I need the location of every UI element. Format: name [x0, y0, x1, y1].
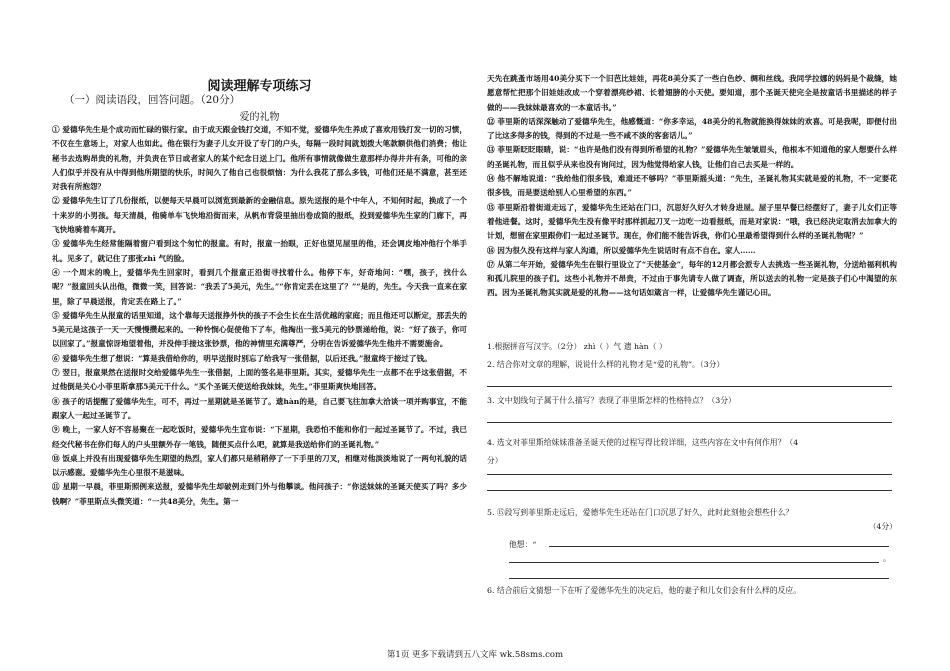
answer-line[interactable] — [509, 562, 879, 563]
paragraph-9: ⑨ 晚上，一家人好不容易聚在一起吃饭时，爱德华先生宣布说：“下星期，我恐怕不能和你们一起过圣诞节了。不过，我已经交代秘书在你们每人的户头里额外存一笔钱，随便买点什么吧，就算是我送给你们的圣诞礼物。” — [52, 425, 467, 449]
paragraph-15: ⑮ 菲里斯沿着街道走远了，爱德华先生还站在门口，沉思好久好久才转身进屋。屋子里早餐已经摆好了，妻子儿女们正等着他进餐。这时，爱德华先生没有像平时那样抓起刀叉一边吃一边看报纸，而是对家说：“哦，我已经决定取消去加拿大的计划，想留在家里跟你们一起过圣诞节。现在，你们能不能告诉我，你们心里最希望得到什么样的圣诞礼物呢？” — [487, 202, 897, 241]
question-3: 3. 文中划线句子属于什么描写？表现了菲里斯怎样的性格特点？（3分） — [487, 396, 736, 405]
question-4-score: 分） — [487, 456, 503, 465]
paragraph-7: ⑦ 翌日，报童果然在送报时交给爱德华先生一张借据，上面的签名是菲里斯。其实，爱德华先生一点都不在乎这张借据，不过他倒是关心小菲里斯拿那5美元干什么。“买个圣诞天使送给我妹妹，先生。”菲里斯爽快地回答。 — [52, 368, 467, 392]
doc-title: 阅读理解专项练习 — [207, 79, 312, 94]
question-5: 5. ⑮段写到菲里斯走远后，爱德华先生还站在门口沉思了好久，此时此刻他会想些什么？ — [487, 508, 794, 517]
question-1: 1.根据拼音写汉字。（2分） zhì（ ）气 遗 hàn（ ） — [487, 342, 667, 351]
question-5-end: 。 — [883, 554, 891, 563]
paragraph-10: ⑩ 饭桌上并没有出现爱德华先生期望的热烈，家人们都只是稍稍停了一下手里的刀叉，相继对他淡淡地说了一两句礼貌的话以示感谢。爱德华先生心里很不是滋味。 — [52, 453, 467, 478]
passage-right — [487, 72, 897, 301]
question-4: 4. 选文对菲里斯给妹妹准备圣诞天使的过程写得比较详细，这些内容在文中有何作用？（4 — [487, 438, 799, 447]
paragraph-11: ⑪ 星期一早晨，菲里斯照例来送报，爱德华先生却破例走到门外与他攀谈。他问孩子：“你送妹妹的圣诞天使买了吗？多少钱啊？”菲里斯点头微笑道：“一共48美分，先生。第一 — [52, 482, 467, 506]
answer-line[interactable] — [487, 490, 892, 491]
paragraph-1: ① 爱德华先生是个成功而忙碌的银行家。由于成天跟金钱打交道，不知不觉，爱德华先生养成了喜欢用钱打发一切的习惯，不仅在生意场上，对家人也如此。他在银行为妻子儿女开设了专门的户头，每隔一段时间就划拨大笔款额供他们消费；他让秘书去选购昂贵的礼物，并负责在节日或者家人的某个纪念日送上门。他所有事情就像做生意那样办得井井有条，可他的亲人们似乎并没有从中得到他所期望的快乐，时间久了他自己也很烦恼：为什么我花了那么多钱，可他们还是不满意，甚至还对我有所抱怨？ — [52, 125, 467, 192]
paragraph-12: ⑫ 菲里斯的话深深触动了爱德华先生，他感慨道：“你多幸运，48美分的礼物就能换得妹妹的欢喜。可是我呢，即便付出了比这多得多的钱，得到的不过是一些不咸不淡的客套话儿。” — [487, 116, 897, 141]
question-5-score: （4分） — [868, 522, 897, 531]
answer-line[interactable] — [487, 474, 892, 475]
paragraph-4: ④ 一个周末的晚上，爱德华先生回家时，看到几个报童正沿街寻找着什么。他停下车，好奇地问：“嘿，孩子，找什么呢？”报童回头认出他，微微一笑，回答说：“我丢了5美元，先生。”“你肯定丢在这里了？”“是的，先生。今天我一直来在家里，除了早晨送报，肯定丢在路上了。” — [52, 267, 467, 306]
paragraph-2: ② 爱德华先生订了几份报纸，以便每天早晨可以浏览到最新的金融信息。原先送报的是个中年人，不知何时起，换成了一个十来岁的小男孩。每天清晨，他骑单车飞快地沿街而来，从帆布背袋里抽出卷成筒的报纸，投到爱德华先生家的门廊下，再飞快地骑着车离开。 — [52, 196, 467, 235]
answer-line[interactable] — [509, 578, 889, 579]
paragraph-3: ③ 爱德华先生经常能隔着窗户看到这个匆忙的报童。有时，报童一抬眼，正好也望见屋里的他，还会调皮地冲他行个举手礼。见多了，就记住了那张zhì 气的脸。 — [52, 239, 467, 263]
paragraph-5: ⑤ 爱德华先生从报童的话里知道，这个靠每天送报挣外快的孩子不会生长在生活优越的家庭；而且他还可以断定，那丢失的5美元是这孩子一天一天慢慢攒起来的。一种怜悯心促使他下了车，他掏出一张5美元的钞票递给他，说：“好了孩子，你可以回家了。”报童惊讶地望着他，并没伸手接这张钞票，他的神情里充满尊严，分明在告诉爱德华先生他并不需要施舍。 — [52, 310, 467, 349]
paragraph-11-cont: 天先在跳蚤市场用40美分买下一个旧芭比娃娃，再花8美分买了一些白色纱、绸和丝线。我同学拉娜的妈妈是个裁缝，她愿意帮忙把那个旧娃娃改成一个穿着漂亮纱裙、长着翅膀的小天使。要知道，那个圣诞天使完全是按童话书里描述的样子做的——我妹妹最喜欢的一本童话书。” — [487, 74, 897, 112]
paragraph-8: ⑧ 孩子的话提醒了爱德华先生，可不，再过一星期就是圣诞节了。遗hàn的是，自己要飞往加拿大洽谈一项并购事宜，不能跟家人一起过圣诞节了。 — [52, 396, 467, 420]
passage-left — [52, 123, 467, 509]
paragraph-14: ⑭ 他不解地说道：“我给他们很多钱，难道还不够吗？”菲里斯摇头道：“先生，圣诞礼物其实就是爱的礼物，不一定要花很多钱，而是要送给别人心里希望的东西。” — [487, 174, 897, 198]
passage-title: 爱的礼物 — [239, 112, 280, 123]
paragraph-6: ⑥ 爱德华先生想了想说：“算是我借给你的，明早送报时别忘了给我写一张借据，以后还我。”报童终于接过了钱。 — [52, 353, 432, 363]
question-6: 6. 结合前后文猜想一下在听了爱德华先生的决定后，他的妻子和儿女们会有什么样的反应。 — [487, 586, 801, 595]
paragraph-16: ⑯ 因为很久没有这样与家人沟通，所以爱德华先生说话时有点不自在。家人…… — [487, 245, 756, 255]
paragraph-17: ⑰ 从第二年开始，爱德华先生在银行里设立了“天使基金”，每年的12月都会派专人去挑选一些圣诞礼物，分送给福利机构和孤儿院里的孩子们。这些小礼物并不昂贵，不过由于事先请专人做了调查，所以送去的礼物一定是孩子们心中渴望的东西。因为圣诞礼物其实就是爱的礼物——这句话如箴言一样，让爱德华先生谨记心田。 — [487, 259, 897, 298]
page-footer: 第1页 更多下载请到五八文库 wk.58sms.com — [386, 650, 564, 660]
paragraph-13: ⑬ 菲里斯眨眨眼睛，说：“也许是他们没有得到所希望的礼物？”爱德华先生皱皱眉头，他根本不知道他的家人想要什么样的圣诞礼物，而且似乎从来也没有询问过，因为他觉得给家人钱，让他们自己去买是一样的。 — [487, 145, 897, 169]
answer-line[interactable] — [487, 386, 892, 387]
answer-line[interactable] — [487, 422, 892, 423]
question-5-prompt: 他想：“ — [509, 540, 537, 549]
answer-line[interactable] — [549, 546, 889, 547]
question-2: 2. 结合你对文章的理解，说说什么样的礼物才是“爱的礼物”。（3分） — [487, 360, 725, 369]
section-heading: （一）阅读语段，回答问题。（20分） — [64, 94, 241, 106]
